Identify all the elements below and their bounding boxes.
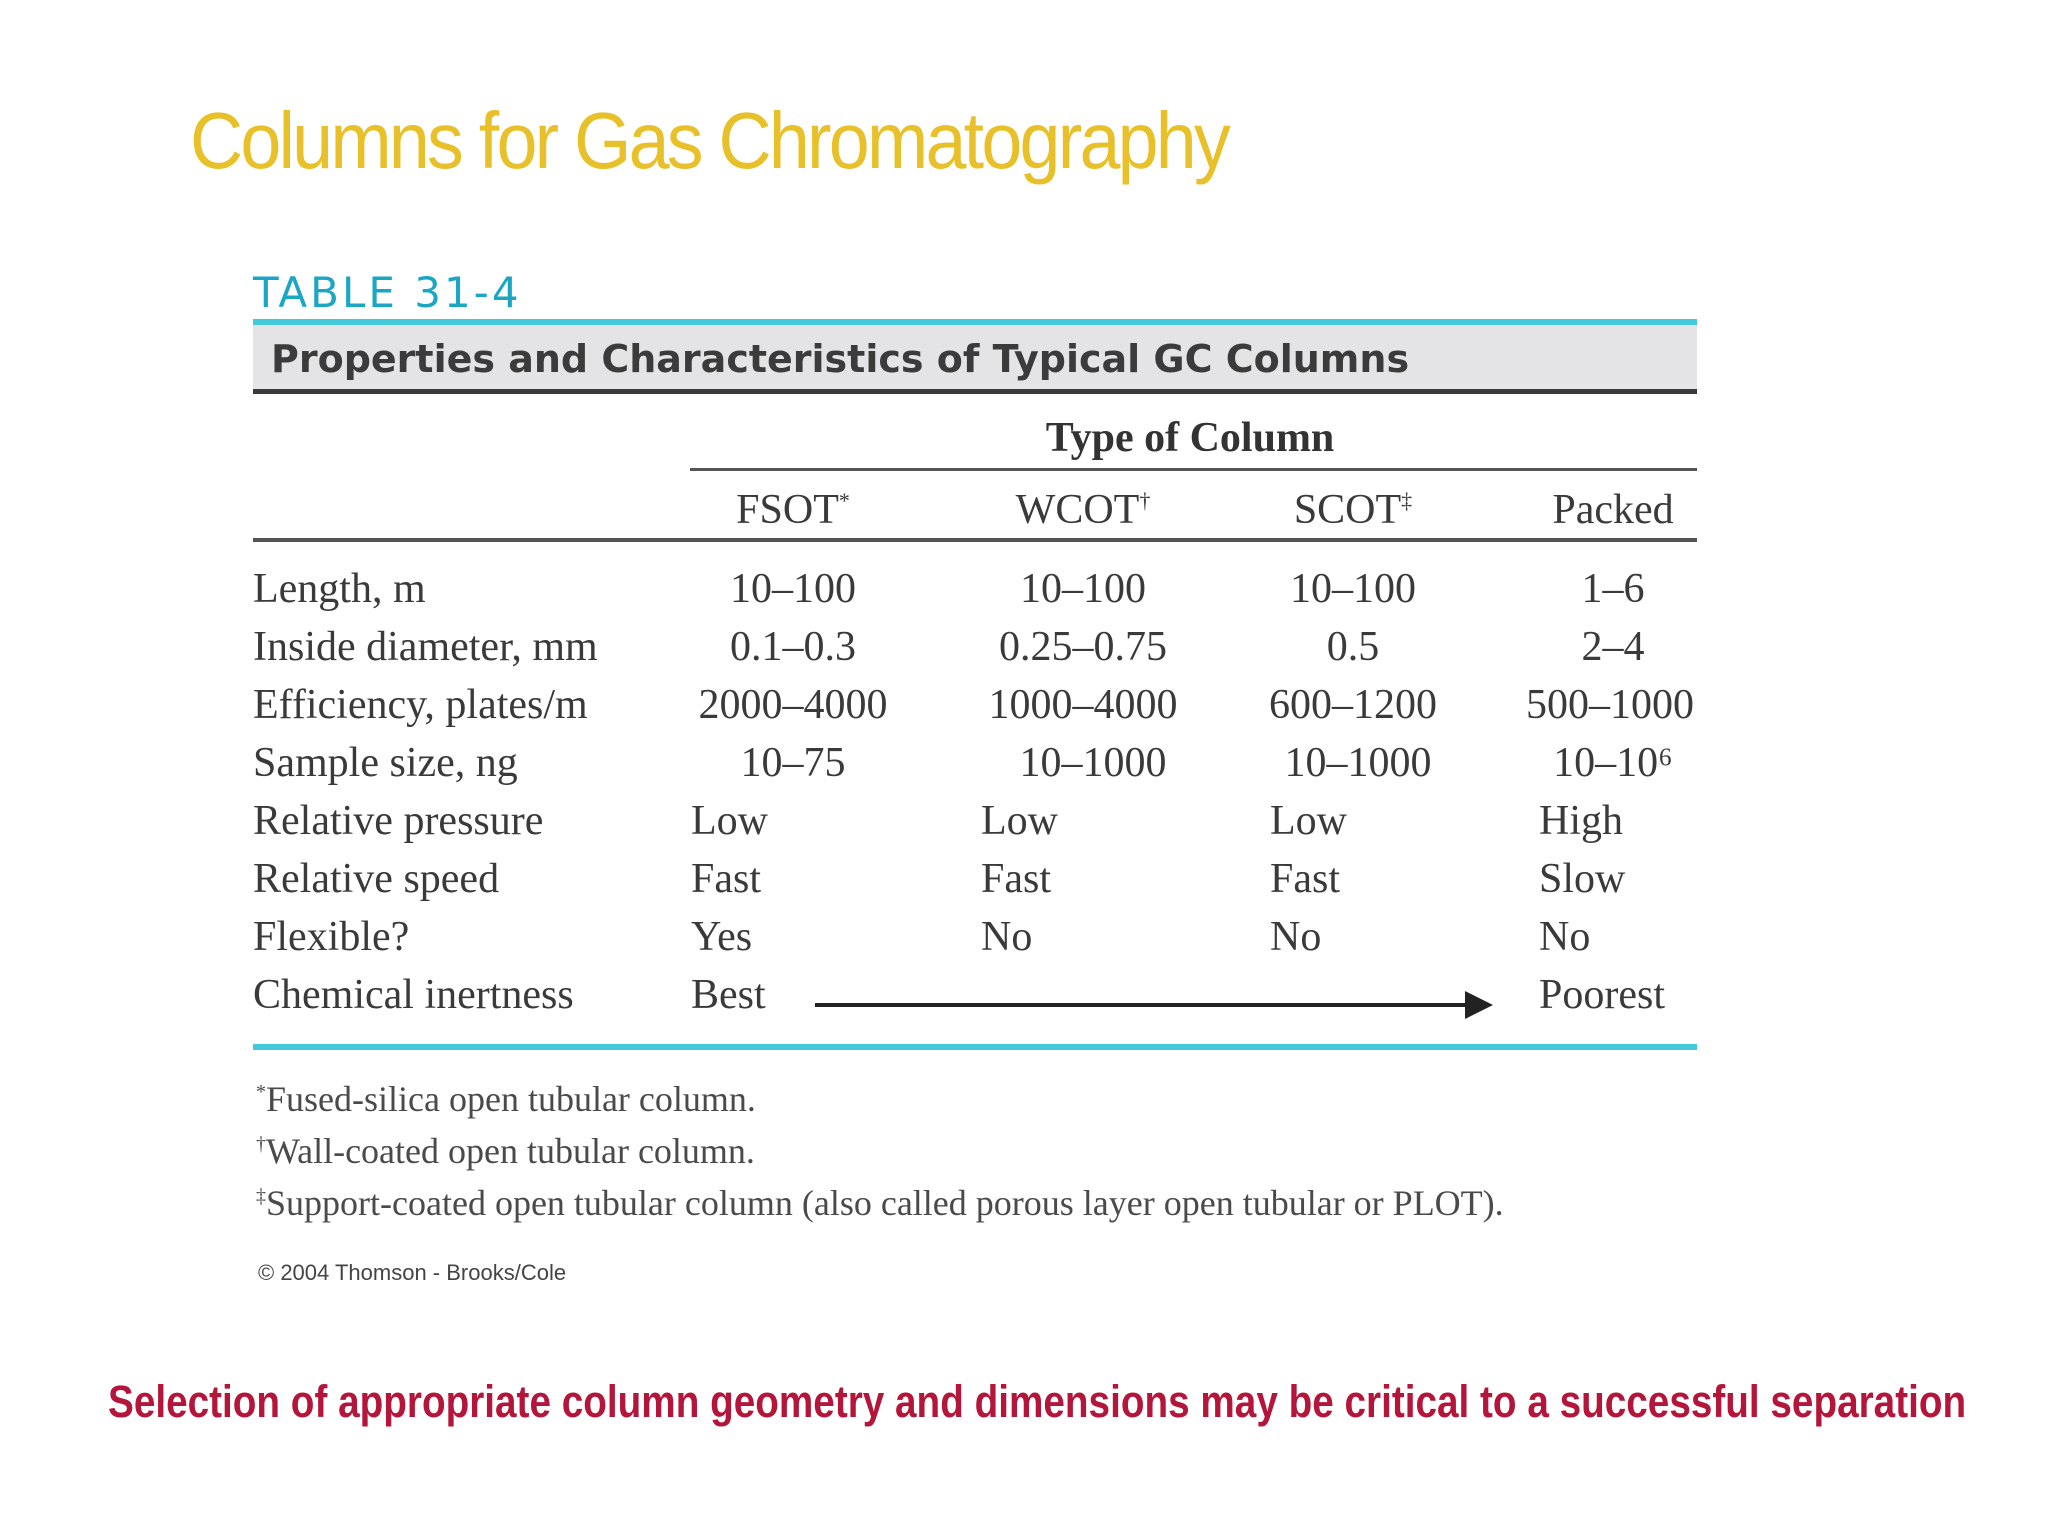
table-row: [253, 797, 1697, 855]
row-label: Sample size, ng: [253, 740, 518, 786]
table-bottom-rule: [253, 1044, 1697, 1050]
column-header-scot: SCOT‡: [1293, 487, 1413, 533]
column-header-fsot: FSOT*: [736, 487, 850, 533]
table-cell: Poorest: [1539, 972, 1665, 1018]
table-row: [253, 623, 1697, 681]
row-label: Length, m: [253, 566, 426, 612]
table-cell: 500–1000: [1526, 682, 1694, 728]
table-row: [253, 855, 1697, 913]
group-header: Type of Column: [1045, 415, 1335, 461]
bottom-note: Selection of appropriate column geometry and dimensions may be critical to a successful separation: [108, 1376, 1967, 1427]
table-cell: 10–100: [730, 566, 856, 612]
footnote: ‡Support-coated open tubular column (also called porous layer open tubular or PLOT).: [256, 1183, 1504, 1223]
table-cell: 0.25–0.75: [999, 624, 1167, 670]
table-cell: 0.5: [1326, 624, 1380, 670]
table-row: [253, 681, 1697, 739]
arrow-right-icon: [1465, 991, 1493, 1019]
table-cell: 10–1000: [1284, 740, 1432, 786]
row-label: Relative pressure: [253, 798, 544, 844]
row-label: Relative speed: [253, 856, 500, 902]
table-caption-bar: [253, 319, 1697, 394]
header-rule: [253, 538, 1697, 542]
table-cell: Low: [1270, 798, 1347, 844]
table-cell: 1000–4000: [988, 682, 1178, 728]
slide-title: Columns for Gas Chromatography: [190, 96, 1229, 185]
table-cell: Slow: [1539, 856, 1626, 902]
table-cell: 2–4: [1581, 624, 1645, 670]
row-label: Chemical inertness: [253, 972, 574, 1018]
table-cell: 600–1200: [1269, 682, 1437, 728]
table-cell: Fast: [981, 856, 1052, 902]
table-row: [253, 913, 1697, 971]
table-cell: Best: [691, 972, 766, 1018]
footnote: †Wall-coated open tubular column.: [256, 1131, 755, 1171]
table-cell: Low: [981, 798, 1058, 844]
table-row: [253, 739, 1697, 797]
group-header-rule: [690, 468, 1697, 471]
table-cell: 1–6: [1581, 566, 1645, 612]
table-cell: Low: [691, 798, 768, 844]
table-number: TABLE 31-4: [253, 268, 522, 317]
copyright-notice: © 2004 Thomson - Brooks/Cole: [258, 1260, 567, 1285]
row-label: Inside diameter, mm: [253, 624, 598, 670]
column-header-packed: Packed: [1552, 487, 1674, 533]
row-label: Efficiency, plates/m: [253, 682, 588, 728]
table-cell: Fast: [691, 856, 762, 902]
table-cell: 10–10⁶: [1553, 740, 1673, 786]
table-cell: 10–100: [1020, 566, 1146, 612]
table-cell: 2000–4000: [698, 682, 888, 728]
row-label: Flexible?: [253, 914, 410, 960]
table-caption: Properties and Characteristics of Typical GC Columns: [271, 337, 1410, 381]
table-cell: 10–1000: [1019, 740, 1167, 786]
table-cell: High: [1539, 798, 1623, 844]
inertness-arrow-line: [815, 1003, 1475, 1007]
table-cell: No: [981, 914, 1033, 960]
table-cell: No: [1270, 914, 1322, 960]
table-cell: No: [1539, 914, 1591, 960]
table-row: [253, 565, 1697, 623]
table-cell: Fast: [1270, 856, 1341, 902]
column-header-wcot: WCOT†: [1015, 487, 1151, 533]
table-cell: 0.1–0.3: [730, 624, 856, 670]
table-cell: 10–100: [1290, 566, 1416, 612]
footnote: *Fused-silica open tubular column.: [256, 1079, 756, 1119]
table-cell: 10–75: [740, 740, 846, 786]
table-cell: Yes: [691, 914, 753, 960]
